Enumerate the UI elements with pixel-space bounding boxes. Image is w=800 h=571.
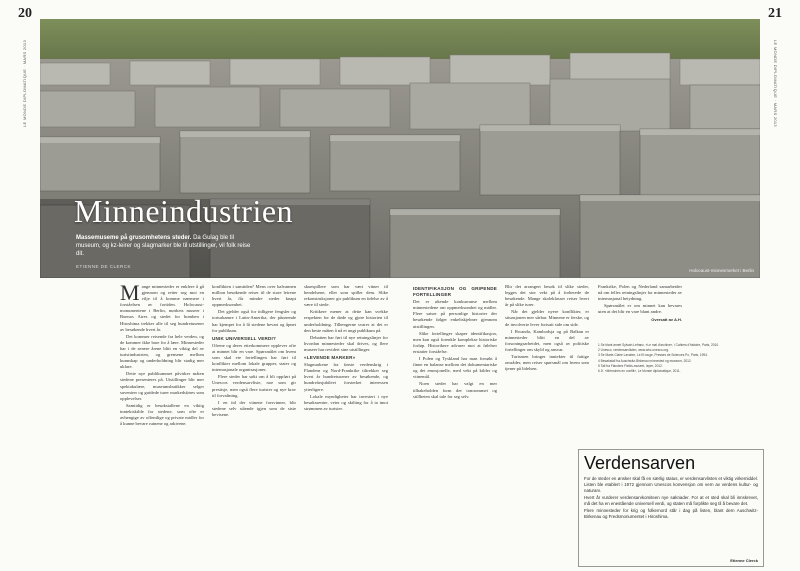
footnote: 1 Se blant annet Sylvain Lefranc, «Le mal d'archive», i Cahiers d'histoire, Paris, 2010. <box>598 343 719 347</box>
author-byline: ETIENNE DE CLERCK <box>76 264 132 269</box>
paragraph: konflikten i samtiden? Mens over halvannen million besøkende reiser til de store leirene hvert år, får mindre steder knapt oppmerksomhet. <box>212 284 296 308</box>
paragraph: ange minnesteder er enklere å gå gjennom og retter seg mot en vilje til å komme nærmere i forståelsen av fortiden. Holocaust-monumentene i Berlin, mørkets museer i Buenos Aires og stedet for bomben i Hiroshima trekker alle til seg hundretusener av besøkende hvert år. <box>120 284 204 332</box>
paragraph: skuespillere som har vært vitner til hendelsene, eller som spiller dem. Slike rekonstruksjoner gir publikum en følelse av å være til stede. <box>304 284 388 308</box>
article-column-1 <box>120 284 204 567</box>
drop-cap: M <box>120 284 140 305</box>
paragraph: Det gjelder også for tidligere fengsler og torturkamre i Latin-Amerika, der pårørende har kjempet for å få stedene bevart og åpnet for publikum. <box>212 309 296 333</box>
paragraph: I Polen og Tyskland har man forsøkt å finne en balanse mellom det dokumentariske og det emosjonelle, med vekt på kilder og vitnemål. <box>413 356 497 380</box>
article-subtitle <box>76 234 256 258</box>
paragraph: Det kommer reisende fra hele verden, og de kommer ikke bare for å lære. Minnesteder har i de senere årene blitt en viktig del av turistindustrien, og grensene mellom kunnskap og underholdning blir stadig mer uklare. <box>120 333 204 370</box>
sidebar-paragraph: For de steder en ønsker skal få en særlig status, er verdensarvlisten et viktig virkemiddel. Listen ble etablert i 1972 gjennom Unescos konvensjon om vern av verdens kultur- og naturarv. <box>584 476 758 493</box>
side-tag-left: LE MONDE DIPLOMATIQUE · MARS 2013 <box>22 40 27 127</box>
section-heading: UNIK UNIVERSELL VERDI? <box>212 335 277 341</box>
paragraph: I en tid der vitnene forsvinner, blir stedene selv stående igjen som de siste bevisene. <box>212 399 296 417</box>
article-column-4 <box>413 284 497 567</box>
sidebar-paragraph: Hvert år vurderer verdensarvkomiteen nye søknader. For at et sted skal bli innskrevet, må det ha en enestående universell verdi, og staten må forplikte seg til å bevare det. <box>584 495 758 506</box>
paragraph: Flere steder har søkt om å bli oppført på Unescos verdensarvliste, noe som gir prestisje, men også flere turister og nye krav til forvaltning. <box>212 374 296 398</box>
paragraph: Blir det arrangert besøk til slike steder, legges det stor vekt på å forberede de besøkende. Mange skoleklasser reiser hvert år på slike turer. <box>505 284 589 308</box>
paragraph: Slagmarkene fra første verdenskrig i Flandern og Nord-Frankrike tiltrekker seg hvert år hundretusener av besøkende, og hundreårsjubileet forsterket interessen ytterligere. <box>304 362 388 392</box>
paragraph: Det er økende konkurranse mellom minnestedene om oppmerksomhet og midler. Flere satser på personlige historier der besøkende følger enkeltskjebner gjennom utstillingen. <box>413 299 497 329</box>
paragraph: Kritikere mener at dette kan svekke respekten for de døde og gjøre historien til underholdning. Tilhengerne svarer at det er den beste måten å nå et ungt publikum på. <box>304 309 388 333</box>
section-heading: «LEVENDE MARKER» <box>304 355 356 361</box>
paragraph: Frankrike, Polen og Nederland samarbeider nå om felles retningslinjer for minnesteder av internasjonal betydning. <box>598 284 682 302</box>
article-column-3 <box>304 284 388 567</box>
article-title: Minneindustrien <box>74 193 294 229</box>
page-number-left: 20 <box>18 6 32 21</box>
paragraph: Lokale myndigheter har investert i nye besøkssentre, veier og skilting for å ta imot strømmen av turister. <box>304 393 388 411</box>
paragraph: Turismen bringer inntekter til fattige områder, men reiser spørsmål om hvem som tjener på lidelsen. <box>505 354 589 372</box>
paragraph: Når det gjelder nyere konflikter, er situasjonen mer sårbar. Minnene er ferske, og de involverte lever fortsatt side om side. <box>505 309 589 327</box>
translator-signature: Oversatt av A.H. <box>651 317 682 323</box>
paragraph: Dette nye publikummet påvirker måten stedene presenteres på. Utstillinger blir mer spektakulære, museumsbutikker selger suvenirer og guidede turer markedsføres som opplevelser. <box>120 371 204 401</box>
paragraph: Samtidig er besøkstallene en viktig inntektskilde for stedene, som ofte er avhengige av offentlige og private midler for å kunne bevare ruinene og arkivene. <box>120 402 204 427</box>
subtitle-lead: Massemuseme på grusomhetens steder. <box>76 235 192 241</box>
sidebar-byline: Etienne Clerck <box>730 558 758 563</box>
footnote: 5 Tall fra Flanders Fields-museet, Ieper, 2012. <box>598 363 663 368</box>
footnotes <box>598 343 758 374</box>
footnote: 4 Besøkstall fra Auschwitz-Birkenau minnested og museum, 2012. <box>598 358 692 363</box>
paragraph: I Rwanda, Kambodsja og på Balkan er minnesteder blitt en del av forsoningsarbeidet, men også av politiske fortellinger om skyld og ansvar. <box>505 328 589 352</box>
sidebar-title: Verdensarven <box>584 453 696 473</box>
footnote: 6 Jf. «Mémoires en conflit», Le Monde diplomatique, 2011. <box>598 369 681 374</box>
paragraph: Noen steder har valgt en mer tilbakeholden form der tomrommet og stillheten skal tale for seg selv. <box>413 381 497 399</box>
sidebar-paragraph: Flere minnesteder for krig og folkemord står i dag på listen, blant dem Auschwitz-Birkenau og Fredsmonumentet i Hiroshima. <box>584 508 758 519</box>
page-number-right: 21 <box>768 6 782 21</box>
paragraph: Debatten har ført til nye retningslinjer for hvordan minnesteder skal drives, og flere museer har revidert sine utstillinger. <box>304 334 388 352</box>
footnote: 3 Se Marie-Claire Lavabre, Le fil rouge, Presses de Sciences Po, Paris, 1994. <box>598 353 708 358</box>
sidebar-text <box>584 476 758 520</box>
paragraph: Ofrene og deres etterkommere opplever ofte at minnet blir en vare. Spørsmålet om hvem som skal eie fortellingen har ført til konflikter mellom lokale grupper, stater og internasjonale organisasjoner. <box>212 342 296 373</box>
paragraph: Spørsmålet er om minnet kan bevares uten at det blir en vare blant andre. <box>598 303 682 315</box>
photo-caption: Holocaust-minnesmerket i Berlin <box>689 268 754 273</box>
subtitle-rest: Da Gulag ble til museum, og kz-leirer og slagmarker ble til utstillinger, vil folk reise dit. <box>76 235 251 257</box>
paragraph: Slike fortellinger skaper identifikasjon, men kan også forenkle komplekse historiske forløp. Historikere advarer mot at følelser erstatter forståelse. <box>413 330 497 354</box>
footnote: 2 Unesco, verdensarvlisten, www.whc.unesco.org. <box>598 348 670 353</box>
sidebar-box <box>578 449 764 567</box>
section-heading: IDENTIFIKASJON OG GRIPENDE FORTELLINGER <box>413 286 497 298</box>
article-column-5 <box>505 284 589 567</box>
article-column-2 <box>212 284 296 567</box>
side-tag-right: LE MONDE DIPLOMATIQUE · MARS 2013 <box>773 40 778 127</box>
